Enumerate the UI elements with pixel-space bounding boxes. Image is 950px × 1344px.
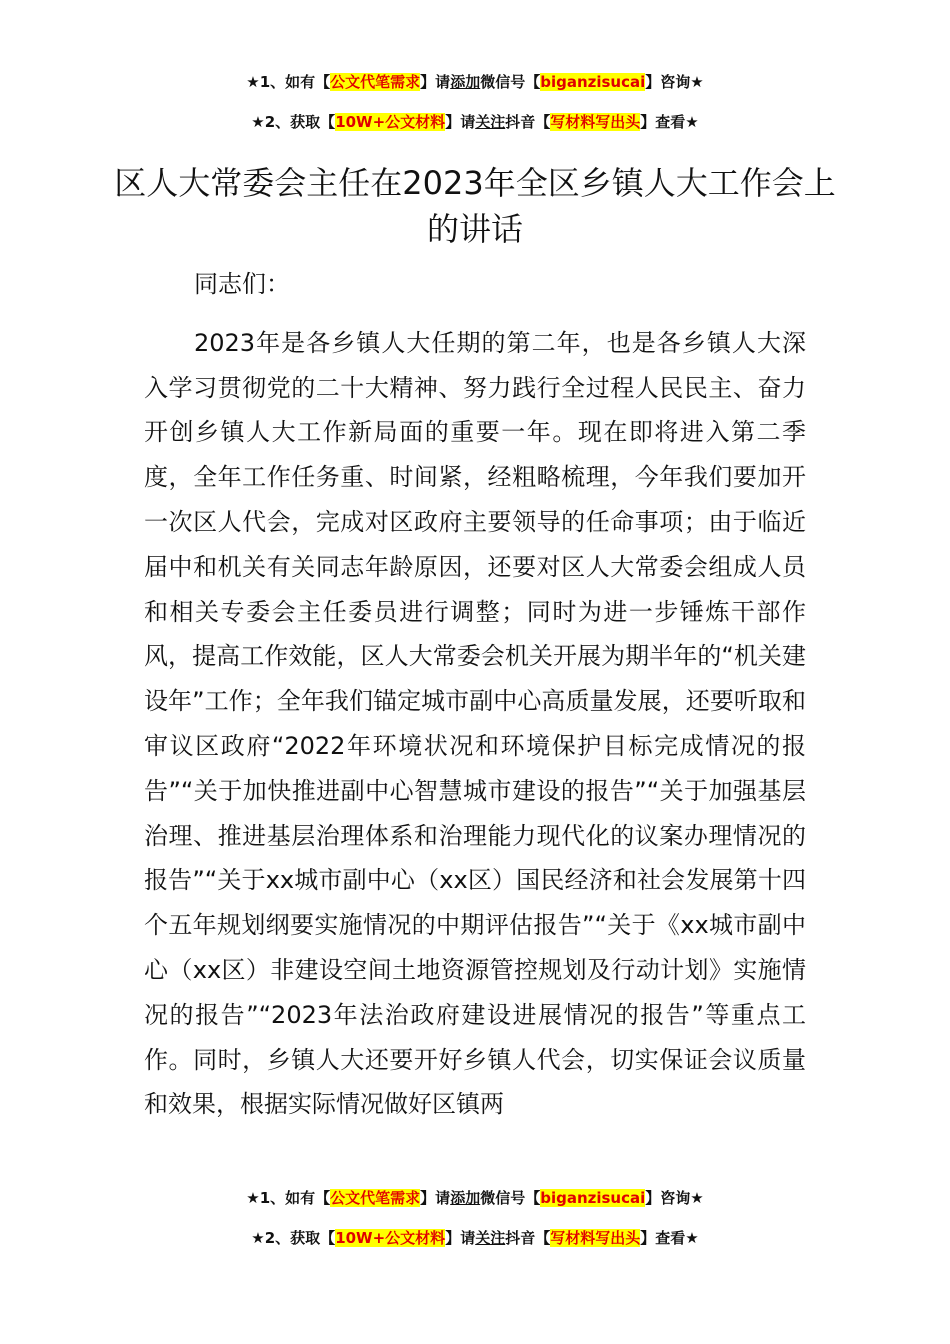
notice-text: 】请	[420, 1189, 451, 1207]
notice-text: ★1、如有【	[246, 73, 331, 91]
notice-text: 微信号【	[480, 1189, 541, 1207]
highlight-douyin-id: 写材料写出头	[550, 1229, 641, 1247]
document-body	[144, 262, 806, 1127]
notice-text: 】咨询★	[645, 73, 704, 91]
notice-text: ★2、获取【	[251, 113, 336, 131]
highlight-wechat-id: biganzisucai	[540, 73, 646, 91]
notice-text: 】咨询★	[645, 1189, 704, 1207]
highlight-materials: 10W+公文材料	[335, 113, 446, 131]
notice-text: 】请	[445, 1229, 476, 1247]
notice-text: 抖音【	[505, 1229, 551, 1247]
document-title: 区人大常委会主任在2023年全区乡镇人大工作会上的讲话	[114, 164, 836, 248]
notice-text: ★2、获取【	[251, 1229, 336, 1247]
highlight-douyin-id: 写材料写出头	[550, 113, 641, 131]
underline-add: 添加	[450, 73, 481, 91]
footer-notice-2	[0, 1226, 950, 1250]
notice-text: 】查看★	[640, 113, 699, 131]
header-notice-1	[0, 70, 950, 94]
underline-follow: 关注	[475, 113, 506, 131]
header-notice-2	[0, 110, 950, 134]
body-paragraph: 2023年是各乡镇人大任期的第二年，也是各乡镇人大深入学习贯彻党的二十大精神、努力践行全过程人民民主、奋力开创乡镇人大工作新局面的重要一年。现在即将进入第二季度，全年工作任务重、时间紧，经粗略梳理，今年我们要加开一次区人代会，完成对区政府主要领导的任命事项；由于临近届中和机关有关同志年龄原因，还要对区人大常委会组成人员和相关专委会主任委员进行调整；同时为进一步锤炼干部作风，提高工作效能，区人大常委会机关开展为期半年的“机关建设年”工作；全年我们锚定城市副中心高质量发展，还要听取和审议区政府“2022年环境状况和环境保护目标完成情况的报告”“关于加快推进副中心智慧城市建设的报告”“关于加强基层治理、推进基层治理体系和治理能力现代化的议案办理情况的报告”“关于xx城市副中心（xx区）国民经济和社会发展第十四个五年规划纲要实施情况的中期评估报告”“关于《xx城市副中心（xx区）非建设空间土地资源管控规划及行动计划》实施情况的报告”“2023年法治政府建设进展情况的报告”等重点工作。同时，乡镇人大还要开好乡镇人代会，切实保证会议质量和效果，根据实际情况做好区镇两	[144, 328, 806, 1119]
notice-text: 抖音【	[505, 113, 551, 131]
notice-text: ★1、如有【	[246, 1189, 331, 1207]
footer-notice-1	[0, 1186, 950, 1210]
highlight-materials: 10W+公文材料	[335, 1229, 446, 1247]
notice-text: 】查看★	[640, 1229, 699, 1247]
notice-text: 微信号【	[480, 73, 541, 91]
highlight-service: 公文代笔需求	[330, 73, 421, 91]
notice-text: 】请	[420, 73, 451, 91]
notice-text: 】请	[445, 113, 476, 131]
underline-follow: 关注	[475, 1229, 506, 1247]
highlight-wechat-id: biganzisucai	[540, 1189, 646, 1207]
highlight-service: 公文代笔需求	[330, 1189, 421, 1207]
underline-add: 添加	[450, 1189, 481, 1207]
salutation: 同志们：	[194, 270, 290, 298]
